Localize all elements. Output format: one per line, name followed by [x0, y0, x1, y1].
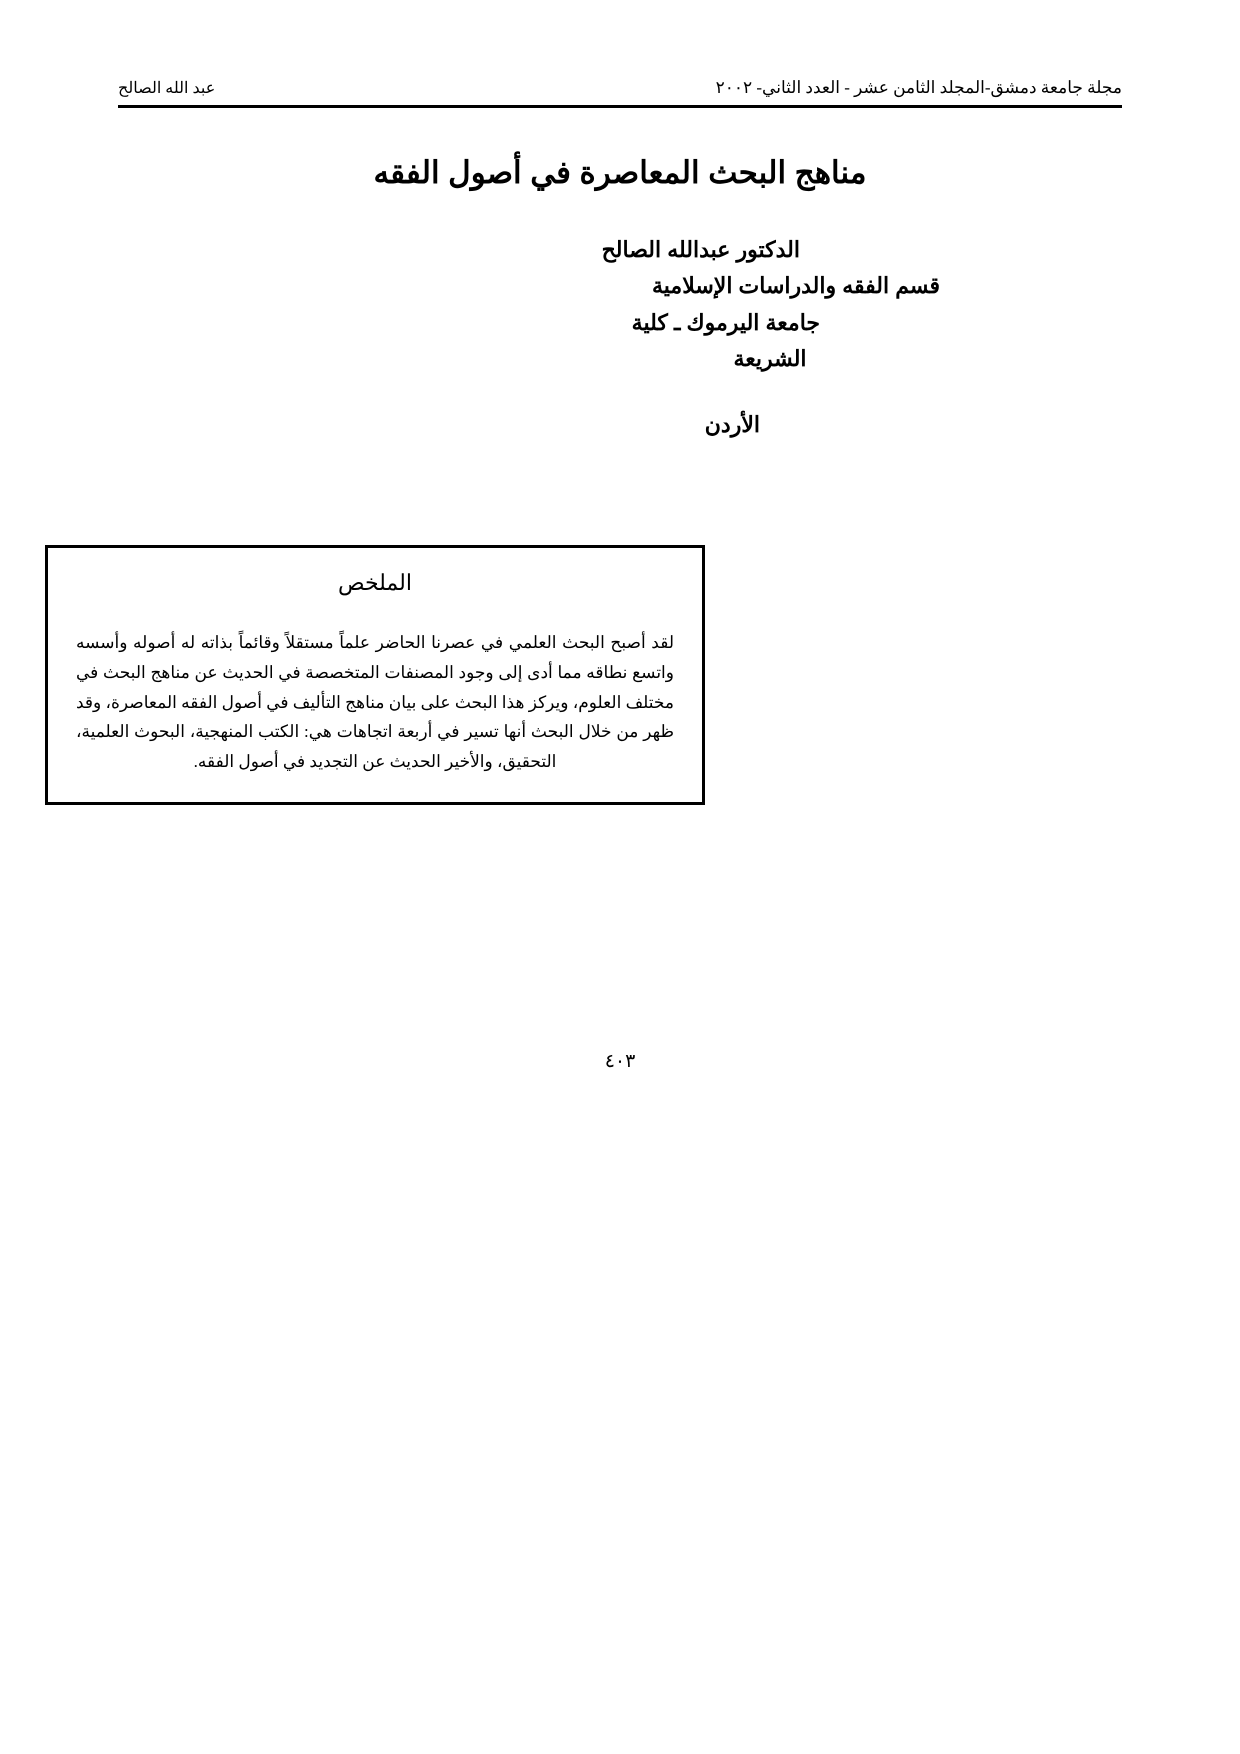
- page-number: ٤٠٣: [604, 1051, 636, 1072]
- page-title: مناهج البحث المعاصرة في أصول الفقه: [373, 155, 867, 190]
- header-divider: [118, 105, 1122, 108]
- author-department: قسم الفقه والدراسات الإسلامية: [652, 273, 940, 299]
- author-name: الدكتور عبدالله الصالح: [601, 237, 800, 262]
- running-header-author: عبد الله الصالح: [118, 80, 216, 97]
- abstract-box: [45, 545, 705, 805]
- running-header: [118, 78, 1122, 98]
- author-country: الأردن: [704, 412, 760, 438]
- author-block: [340, 232, 940, 443]
- abstract-text: لقد أصبح البحث العلمي في عصرنا الحاضر علماً مستقلاً وقائماً بذاته له أصوله وأسسه واتسع نطاقه مما أدى إلى وجود المصنفات المتخصصة في الحديث عن مناهج البحث في مختلف العلوم، ويركز هذا البحث على بيان مناهج التأليف في أصول الفقه المعاصرة، وقد ظهر من خلال البحث أنها تسير في أربعة اتجاهات هي: الكتب المنهجية، البحوث العلمية، التحقيق، والأخير الحديث عن التجديد في أصول الفقه.: [76, 633, 674, 771]
- author-faculty: الشريعة: [733, 345, 807, 371]
- running-header-journal: مجلة جامعة دمشق-المجلد الثامن عشر - العدد الثاني- ٢٠٠٢: [715, 78, 1122, 97]
- author-university: جامعة اليرموك ـ كلية: [631, 309, 820, 335]
- abstract-heading: الملخص: [338, 570, 412, 595]
